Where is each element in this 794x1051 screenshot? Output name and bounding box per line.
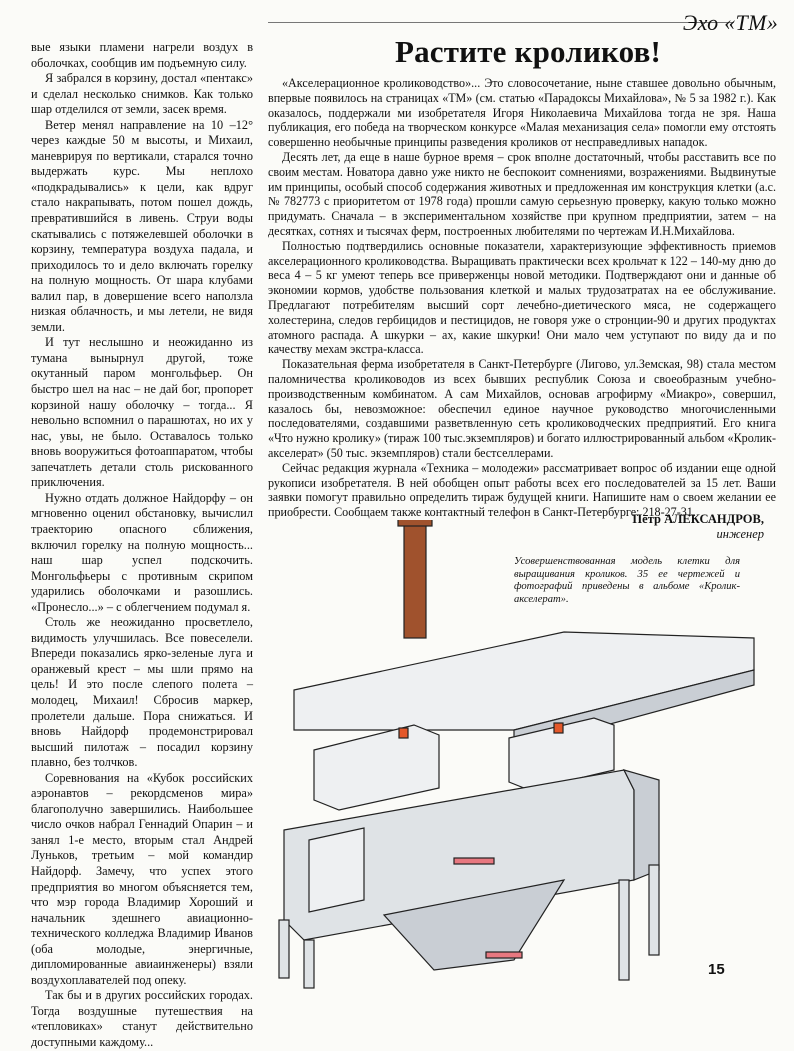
article-paragraph: Показательная ферма изобретателя в Санкт-Петербурге (Лигово, ул.Земская, 98) стала местом паломничества кролиководов из всех бывших республик Союза и своеобразным учебно-производственным комбинатом. А сам Михайлов, основав агрофирму «Миакро», совершил, казалось бы, невозможное: обеспечил единое научное руководство многочисленными последователями, создавшими разветвленную сеть кролиководческих предприятий. Его книга «Что нужно кролику» (тираж 100 тыс.экземпляров) и богато иллюстрированный альбом «Кролик-акселерат» (50 тыс. экземпляров) стали бестселлерами. [268, 357, 776, 460]
cage-leg [649, 865, 659, 955]
left-paragraph: И тут неслышно и неожиданно из тумана вынырнул другой, тоже окутанный паром монгольфьер. Он быстро шел на нас – не дай бог, пропорет корзиной нашу оболочку – тогда... Я невольно вспомнил о парашютах, но их у нас, увы, не было. Оставалось только вновь вооружиться фотоаппаратом, чтобы запечатлеть детали столь рискованного приключения. [31, 335, 253, 490]
article-paragraph: Полностью подтвердились основные показатели, характеризующие эффективность приемов акселерационного кролиководства. Выращивать практически всех крольчат к 122 – 140-му дню до веса 4 – 5 кг умеют теперь все приверженцы новой методики. Подтверждают они и данные об экономии кормов, удобстве пользования клеткой и малых трудозатратах на ее обслуживание. Предлагают потребителям высший сорт лечебно-диетического мяса, не содержащего холестерина, следов гербицидов и пестицидов, не говоря уже о стронции-90 и других продуктах атомного распада. А шкурки – ах, какие шкурки! Они мало чем уступают по виду да и по качеству мехам экстра-класса. [268, 238, 776, 357]
feeder-latch-right [554, 723, 563, 733]
article-paragraph: Сейчас редакция журнала «Техника – молодежи» рассматривает вопрос об издании еще одной рукописи изобретателя. В ней обобщен опыт работы всех его последователей за 15 лет. Ваши заявки помогут правильно определить тираж будущей книги. Напишите нам о своем желании ее приобрести. Сообщаем также контактный телефон в Санкт-Петербурге: 218-27-31. [268, 460, 776, 520]
cage-roof [294, 632, 754, 730]
left-paragraph: Так бы и в других российских городах. Тогда воздушные путешествия на «тепловиках» станут действительно доступными каждому... [31, 988, 253, 1049]
cage-leg [619, 880, 629, 980]
left-paragraph: Я забрался в корзину, достал «пентакс» и сделал несколько снимков. Как только шар отделился от земли, засек время. [31, 71, 253, 117]
trim-accent [454, 858, 494, 864]
left-paragraph: Столь же неожиданно просветлело, видимость улучшилась. Все повеселели. Впереди показались ярко-зеленые луга и оранжевый крест – мы шли прямо на цель! И это после слепого полета – молодец, Михаил! Сбросив маркер, пролетели дальше. Пора снижаться. И вновь Найдорф продемонстрировал высший пилотаж – посадил корзину плавно, без толчков. [31, 615, 253, 770]
header-rule [268, 22, 734, 23]
page-number: 15 [708, 961, 725, 978]
author-role: инженер [716, 527, 764, 541]
feeder-latch-left [399, 728, 408, 738]
cage-leg [279, 920, 289, 978]
author-name: Петр АЛЕКСАНДРОВ, [632, 512, 764, 526]
figure-caption: Усовершенствованная модель клетки для выращивания кроликов. 35 ее чертежей и фотографий приведены в альбоме «Кролик-акселерат». [514, 556, 740, 605]
article-title: Растите кроликов! [394, 34, 662, 69]
mesh-door [309, 828, 364, 912]
ventilation-pipe [404, 520, 426, 638]
pipe-cap [398, 520, 432, 526]
left-paragraph: Ветер менял направление на 10 –12° через каждые 50 м высоты, и Михаил, маневрируя по вертикали, старался точно выдержать курс. Мы неплохо «подкрадывались» к цели, как вдруг стало накрапывать, потом пошел дождь, превратившийся в ливень. Струи воды скатывались с потяжелевшей оболочки в корзину, температура воздуха падала, и приходилось то и дело включать горелку на полную мощность. От шара клубами валил пар, в довершение всего наползла низкая облачность, и мы летели, не видя земли. [31, 117, 253, 334]
article-paragraph: «Акселерационное кролиководство»... Это словосочетание, ныне ставшее довольно обычным, впервые появилось на страницах «ТМ» (см. статью «Парадоксы Михайлова», № 5 за 1982 г.). Как оказалось, поддержали ми изобретателя Игоря Николаевича Михайлова тогда не зря. Наша публикация, его победа на творческом конкурсе «Малая механизация села» помогли ему отстоять совершенно необычные принципы разведения кроликов от несправедливых нападок. [268, 76, 776, 150]
section-label: Эхо «ТМ» [682, 10, 778, 35]
article-paragraph: Десять лет, да еще в наше бурное время – срок вполне достаточный, чтобы расставить все по своим местам. Новатора давно уже никто не беспокоит сомнениями, возражениями. Выдвинутые им принципы, особый способ содержания животных и предложенная им конструкция клетки (а.с. № 782773 с приоритетом от 1978 года) прошли самую серьезную проверку, какую только можно придумать. Сначала – в экспериментальном хозяйстве при крупном предприятии, затем – на десятках, сотнях и тысячах ферм, построенных любителями по чертежам И.Н.Михайлова. [268, 149, 776, 238]
trim-accent [486, 952, 522, 958]
article-body [268, 76, 776, 520]
cage-leg [304, 940, 314, 988]
left-paragraph: вые языки пламени нагрели воздух в оболочках, сообщив им подъемную силу. [31, 40, 253, 70]
left-paragraph: Соревнования на «Кубок российских аэронавтов – рекордсменов мира» благополучно завершились. Наибольшее число очков набрал Геннадий Опарин – и занял 1-е место, вторым стал Андрей Луньков, третьим – мой командир Найдорф. Замечу, что успех этого предприятия во многом объясняется тем, что мэр города Владимир Хороший и начальник здешнего авиационно-технического колледжа Владимир Иванов (оба молодые, энергичные, дипломированные авиаинженеры) взяли воздухоплавателей под опеку. [31, 770, 253, 987]
left-column [31, 40, 253, 1051]
feeder-box-left [314, 725, 439, 810]
left-paragraph: Нужно отдать должное Найдорфу – он мгновенно оценил обстановку, вычислил траекторию опасного сближения, включил горелку на полную мощность... наш шар успел подскочить. Монгольфьеры с противным скрипом ударились оболочками и разошлись. «Пронесло...» – с облегчением подумал я. [31, 490, 253, 614]
